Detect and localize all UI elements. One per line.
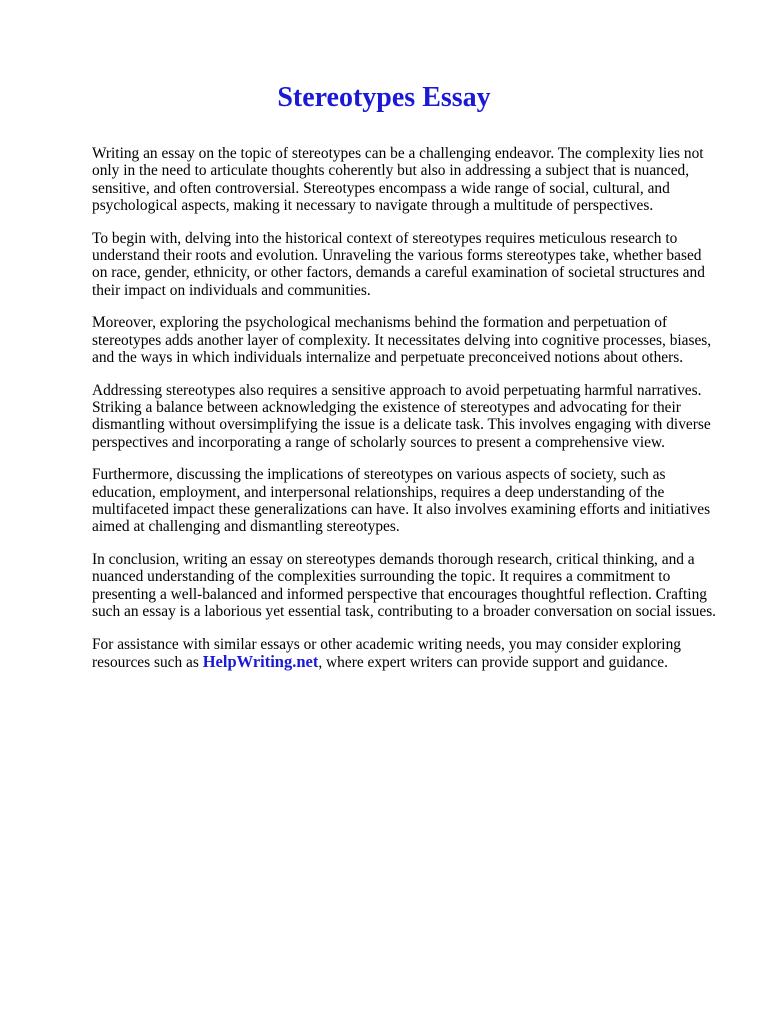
essay-body [92, 145, 732, 687]
essay-paragraph-conclusion: In conclusion, writing an essay on stereotypes demands thorough research, critical thinking, and a nuanced understanding of the complexities surrounding the topic. It requires a commitment to presenting a well-balanced and informed perspective that encourages thoughtful reflection. Crafting such an essay is a laborious yet essential task, contributing to a broader conversation on social issues. [92, 551, 717, 621]
essay-paragraph-intro: Writing an essay on the topic of stereotypes can be a challenging endeavor. The complexity lies not only in the need to articulate thoughts coherently but also in addressing a subject that is nuanced, sensitive, and often controversial. Stereotypes encompass a wide range of social, cultural, and psychological aspects, making it necessary to navigate through a multitude of perspectives. [92, 145, 704, 214]
essay-paragraph-historical-context: To begin with, delving into the historical context of stereotypes requires meticulous research to understand their roots and evolution. Unraveling the various forms stereotypes take, whether based on race, gender, ethnicity, or other factors, demands a careful examination of societal structures and their impact on individuals and communities. [92, 229, 705, 299]
essay-paragraph-psychological-mechanisms: Moreover, exploring the psychological mechanisms behind the formation and perpetuation of stereotypes adds another layer of complexity. It necessitates delving into cognitive processes, biases, and the ways in which individuals internalize and perpetuate preconceived notions about others. [92, 314, 712, 366]
essay-paragraph-closing [92, 636, 732, 672]
closing-text-after-link: , where expert writers can provide support and guidance. [318, 654, 668, 672]
essay-paragraph-implications: Furthermore, discussing the implications of stereotypes on various aspects of society, such as education, employment, and interpersonal relationships, requires a deep understanding of the multifaceted impact these generalizations can have. It also involves examining efforts and initiatives aimed at challenging and dismantling stereotypes. [92, 466, 711, 536]
essay-paragraph-sensitive-approach: Addressing stereotypes also requires a sensitive approach to avoid perpetuating harmful narratives. Striking a balance between acknowledging the existence of stereotypes and advocating for their dismantling without oversimplifying the issue is a delicate task. This involves engaging with diverse perspectives and incorporating a range of scholarly sources to present a comprehensive view. [92, 381, 711, 451]
helpwriting-link[interactable]: HelpWriting.net [202, 652, 319, 672]
closing-text-before-link: For assistance with similar essays or other academic writing needs, you may consider exploring resources such as [92, 635, 681, 672]
document-title: Stereotypes Essay [277, 82, 491, 113]
